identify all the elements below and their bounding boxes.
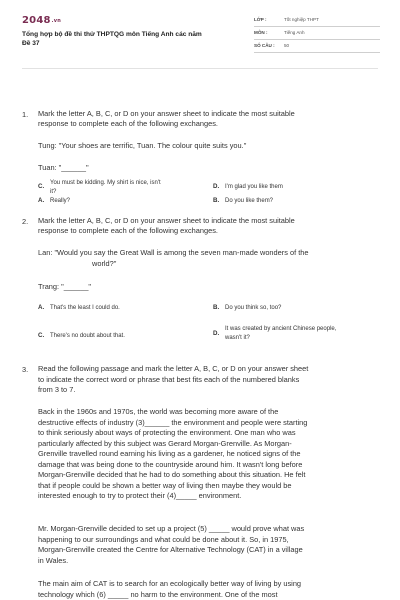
logo-text: 2048: [22, 15, 51, 26]
passage-line: interested enough to try to protect their (4)_____ environment.: [38, 491, 242, 500]
option-text-line: wasn't it?: [225, 334, 250, 341]
meta-key: MÔN :: [254, 30, 268, 35]
option-letter: D.: [213, 330, 220, 337]
option-text: Do you like them?: [225, 198, 274, 204]
meta-key: LỚP :: [254, 17, 267, 22]
option-letter: A.: [38, 197, 45, 204]
passage-line: Back in the 1960s and 1970s, the world was becoming more aware of the: [38, 407, 279, 416]
meta-row-class: [254, 16, 380, 27]
question-prompt-line: world?": [92, 259, 117, 268]
option-letter: C.: [38, 183, 45, 190]
option-letter: D.: [213, 183, 220, 190]
passage-line: particularly affected by this subject was Gerard Morgan-Grenville. As Morgan-: [38, 438, 292, 448]
header-divider: [22, 68, 378, 69]
option-letter: A.: [38, 304, 45, 311]
option-text-line: it?: [50, 188, 57, 195]
passage-line: destructive effects of industry (3)______ the environment and people were starting: [38, 417, 308, 427]
logo-suffix: .vn: [51, 18, 61, 24]
document-title: [22, 30, 222, 48]
question-instruction: [38, 109, 378, 130]
meta-key: SỐ CÂU :: [254, 43, 275, 48]
option-a[interactable]: [38, 304, 198, 314]
question-number: 1.: [22, 110, 29, 119]
passage-line: damage that was being done to the countryside around him. It wasn't long before: [38, 459, 303, 469]
document-title-sub: Đề 37: [22, 40, 40, 47]
meta-row-subject: [254, 29, 380, 40]
option-text: That's the least I could do.: [50, 305, 120, 311]
meta-value: 50: [284, 43, 290, 48]
option-letter: B.: [213, 197, 220, 204]
option-text: There's no doubt about that.: [50, 333, 125, 339]
meta-row-count: [254, 42, 380, 53]
instruction-line: to indicate the correct word or phrase that best fits each of the numbered blanks: [38, 374, 300, 384]
option-text-line: You must be kidding. My shirt is nice, isn't: [50, 180, 161, 186]
passage-line: happening to our surroundings and what could be done about it. So, in 1975,: [38, 534, 289, 544]
option-text: I'm glad you like them: [225, 184, 283, 190]
option-letter: C.: [38, 332, 45, 339]
passage-paragraph-3: [38, 579, 378, 600]
passage-paragraph-1: [38, 407, 378, 502]
passage-line: Grenville travelled round earning his living as a gardener, he noticed signs of the: [38, 449, 301, 458]
option-d[interactable]: [213, 325, 378, 345]
option-letter: B.: [213, 304, 220, 311]
question-number: 3.: [22, 365, 29, 374]
instruction-line: response to complete each of the following exchanges.: [38, 119, 218, 129]
answer-prompt: Trang: "______": [38, 282, 92, 291]
question-prompt: Tung: "Your shoes are terrific, Tuan. The colour quite suits you.": [38, 141, 247, 150]
passage-line: technology which (6) _____ no harm to the environment. One of the most: [38, 589, 278, 599]
question-number: 2.: [22, 217, 29, 226]
passage-line: to think seriously about ways of protecting the environment. One man who was: [38, 428, 296, 437]
meta-value: Tốt nghiệp THPT: [284, 17, 319, 22]
option-text: [50, 179, 161, 196]
document-title-main: Tổng hợp bộ đề thi thử THPTQG môn Tiếng Anh các năm: [22, 31, 202, 38]
document-meta: [254, 16, 380, 55]
page-header: [0, 0, 400, 66]
question-prompt-line: Lan: "Would you say the Great Wall is among the seven man-made wonders of the: [38, 248, 309, 257]
site-logo[interactable]: [22, 15, 61, 26]
meta-value: Tiếng Anh: [284, 30, 305, 35]
passage-line: that if people could be shown a better way of living then maybe they would be: [38, 480, 292, 490]
instruction-line: response to complete each of the following exchanges.: [38, 226, 218, 236]
option-c[interactable]: [38, 179, 208, 199]
option-c[interactable]: [38, 332, 198, 342]
question-instruction: [38, 216, 378, 237]
option-b[interactable]: [213, 197, 373, 207]
option-b[interactable]: [213, 304, 373, 314]
instruction-line: Read the following passage and mark the letter A, B, C, or D on your answer sheet: [38, 364, 309, 373]
passage-line: in Wales.: [38, 555, 69, 565]
passage-paragraph-2: [38, 524, 378, 566]
instruction-line: Mark the letter A, B, C, or D on your answer sheet to indicate the most suitable: [38, 216, 295, 225]
option-text-line: It was created by ancient Chinese people,: [225, 326, 337, 332]
option-text: [225, 325, 336, 342]
passage-line: Mr. Morgan-Grenville decided to set up a project (5) _____ would prove what was: [38, 524, 305, 533]
passage-line: Morgan-Grenville created the Centre for Alternative Technology (CAT) in a village: [38, 545, 303, 554]
instruction-line: Mark the letter A, B, C, or D on your answer sheet to indicate the most suitable: [38, 109, 295, 118]
option-d[interactable]: [213, 183, 373, 193]
option-text: Do you think so, too?: [225, 305, 282, 311]
answer-prompt: Tuan: "______": [38, 163, 89, 172]
instruction-line: from 3 to 7.: [38, 385, 76, 394]
passage-line: The main aim of CAT is to search for an ecologically better way of living by using: [38, 579, 302, 588]
passage-line: Morgan-Grenville decided that he had to do something about this situation. He felt: [38, 470, 306, 479]
option-text: Really?: [50, 198, 71, 204]
question-instruction: [38, 364, 378, 396]
